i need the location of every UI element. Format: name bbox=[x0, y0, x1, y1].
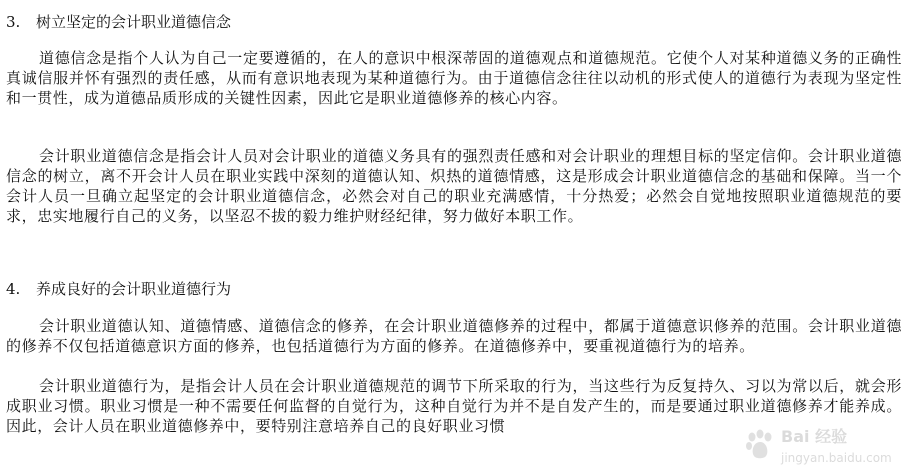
watermark-url: jingyan.baidu.com bbox=[781, 451, 892, 465]
section-3-heading bbox=[6, 12, 231, 32]
watermark-brand-cn: 经验 bbox=[815, 427, 848, 446]
section-4-paragraph-1: 会计职业道德认知、道德情感、道德信念的修养，在会计职业道德修养的过程中，都属于道德意识修养的范围。会计职业道德的修养不仅包括道德意识方面的修养，也包括道德行为方面的修养。在道德修养中，要重视道德行为的培养。 bbox=[6, 317, 902, 355]
section-3-title: 树立坚定的会计职业道德信念 bbox=[36, 13, 232, 31]
section-3-paragraph-1: 道德信念是指个人认为自己一定要遵循的，在人的意识中根深蒂固的道德观点和道德规范。它使个人对某种道德义务的正确性真诚信服并怀有强烈的责任感，从而有意识地表现为某种道德行为。由于道德信念往往以动机的形式使人的道德行为表现为坚定性和一贯性，成为道德品质形成的关键性因素，因此它是职业道德修养的核心内容。 bbox=[6, 49, 902, 107]
section-4-paragraph-2: 会计职业道德行为，是指会计人员在会计职业道德规范的调节下所采取的行为，当这些行为反复持久、习以为常以后，就会形成职业习惯。职业习惯是一种不需要任何监督的自觉行为，这种自觉行为并不是自发产生的，而是要通过职业道德修养才能养成。因此，会计人员在职业道德修养中，要特别注意培养自己的良好职业习惯 bbox=[6, 377, 902, 435]
watermark-brand: Bai bbox=[781, 427, 810, 446]
section-4-heading bbox=[6, 279, 231, 299]
section-3-number: 3. bbox=[6, 13, 21, 31]
section-4-number: 4. bbox=[6, 280, 21, 298]
section-3-paragraph-2: 会计职业道德信念是指会计人员对会计职业的道德义务具有的强烈责任感和对会计职业的理想目标的坚定信仰。会计职业道德信念的树立，离不开会计人员在职业实践中深刻的道德认知、炽热的道德情感，这是形成会计职业道德信念的基础和保障。当一个会计人员一旦确立起坚定的会计职业道德信念，必然会对自己的职业充满感情，十分热爱；必然会自觉地按照职业道德规范的要求，忠实地履行自己的义务，以坚忍不拔的毅力维护财经纪律，努力做好本职工作。 bbox=[6, 147, 902, 225]
section-4-title: 养成良好的会计职业道德行为 bbox=[36, 280, 232, 298]
